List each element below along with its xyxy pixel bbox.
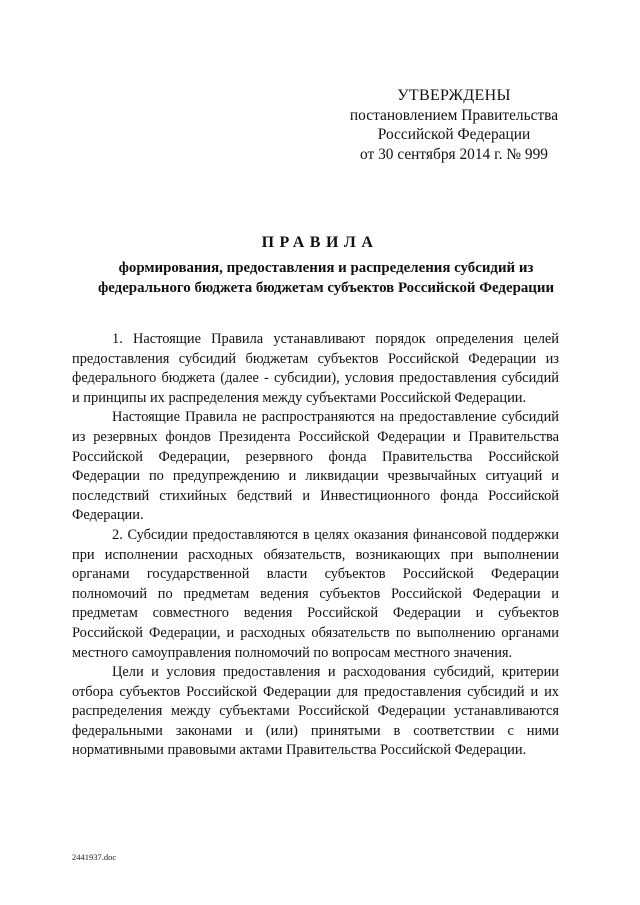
approval-heading: УТВЕРЖДЕНЫ	[397, 87, 511, 104]
document-body	[72, 330, 559, 761]
approval-line-3: от 30 сентября 2014 г. № 999	[360, 145, 548, 163]
document-title: ПРАВИЛА	[261, 234, 379, 251]
paragraph-4: Цели и условия предоставления и расходования субсидий, критерии отбора субъектов Российской Федерации для предоставления субсидий и их распределения между субъектами Российской Федерации устанавливаются федеральными законами и (или) принятыми в соответствии с ними нормативными правовыми актами Правительства Российской Федерации.	[72, 664, 559, 759]
approval-stamp	[338, 86, 570, 164]
paragraph-1: 1. Настоящие Правила устанавливают порядок определения целей предоставления субсидий бюджетам субъектов Российской Федерации из федерального бюджета (далее - субсидии), условия предоставления субсидий и принципы их распределения между субъектами Российской Федерации.	[72, 331, 559, 406]
approval-line-1: постановлением Правительства	[349, 106, 559, 124]
approval-line-2: Российской Федерации	[377, 126, 531, 143]
paragraph-2: Настоящие Правила не распространяются на предоставление субсидий из резервных фондов Президента Российской Федерации и Правительства Российской Федерации, резервного фонда Правительства Российской Федерации по предупреждению и ликвидации чрезвычайных ситуаций и последствий стихийных бедствий и Инвестиционного фонда Российской Федерации.	[72, 409, 559, 524]
paragraph-3: 2. Субсидии предоставляются в целях оказания финансовой поддержки при исполнении расходных обязательств, возникающих при выполнении органами государственной власти субъектов Российской Федерации полномочий по предметам ведения субъектов Российской Федерации и предметам совместного ведения Российской Федерации и субъектов Российской Федерации, и расходных обязательств по выполнению органами местного самоуправления полномочий по вопросам местного значения.	[72, 526, 559, 661]
document-subtitle: формирования, предоставления и распределения субсидий из федерального бюджета бюджетам субъектов Российской Федерации	[97, 260, 555, 296]
file-name-footer: 2441937.doc	[72, 852, 117, 862]
